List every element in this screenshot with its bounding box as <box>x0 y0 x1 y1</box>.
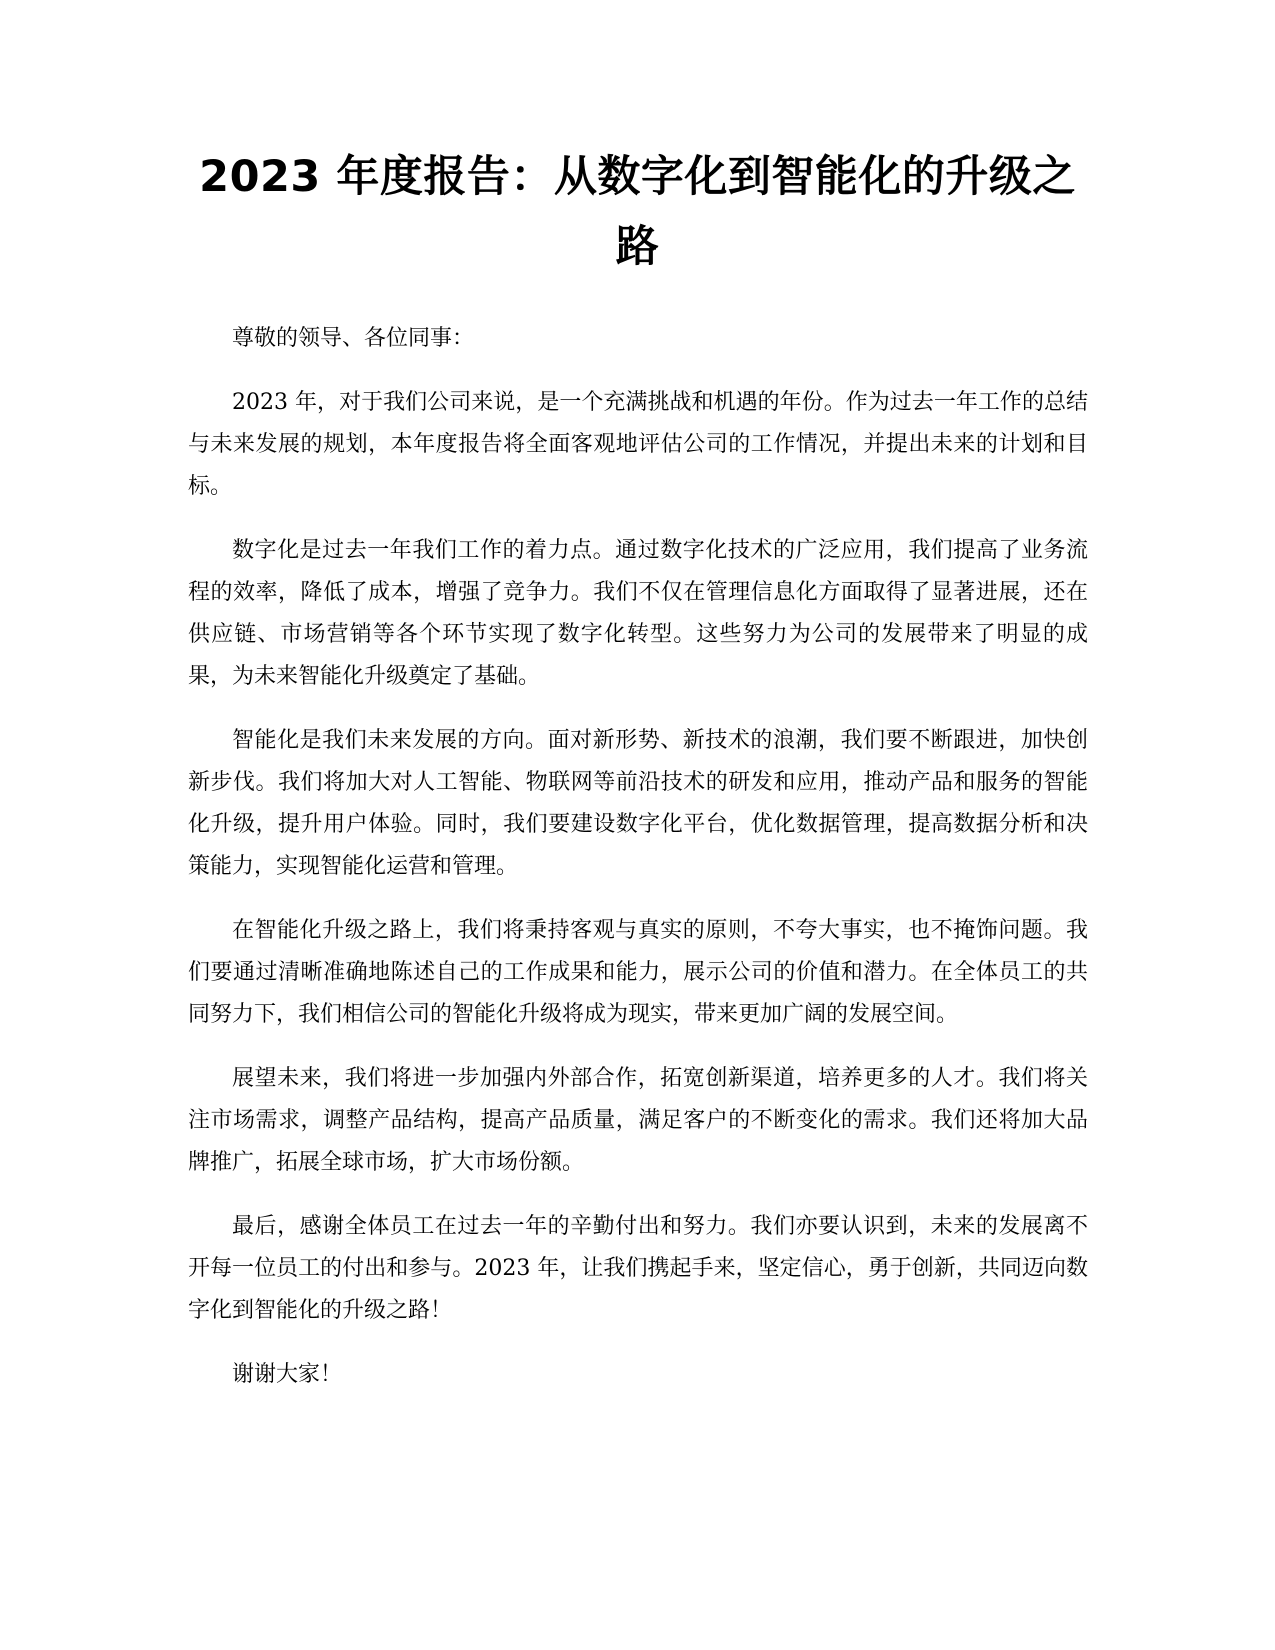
document-body <box>188 318 1088 1418</box>
paragraph-intelligence: 智能化是我们未来发展的方向。面对新形势、新技术的浪潮，我们要不断跟进，加快创新步伐。我们将加大对人工智能、物联网等前沿技术的研发和应用，推动产品和服务的智能化升级，提升用户体验。同时，我们要建设数字化平台，优化数据管理，提高数据分析和决策能力，实现智能化运营和管理。 <box>188 728 1088 879</box>
paragraph-digitalization: 数字化是过去一年我们工作的着力点。通过数字化技术的广泛应用，我们提高了业务流程的效率，降低了成本，增强了竞争力。我们不仅在管理信息化方面取得了显著进展，还在供应链、市场营销等各个环节实现了数字化转型。这些努力为公司的发展带来了明显的成果，为未来智能化升级奠定了基础。 <box>188 538 1088 689</box>
salutation: 尊敬的领导、各位同事： <box>232 326 475 351</box>
paragraph-closing: 最后，感谢全体员工在过去一年的辛勤付出和努力。我们亦要认识到，未来的发展离不开每一位员工的付出和参与。2023 年，让我们携起手来，坚定信心，勇于创新，共同迈向数字化到智能化的升级之路！ <box>188 1214 1088 1323</box>
document-title: 2023 年度报告：从数字化到智能化的升级之路 <box>199 152 1076 272</box>
paragraph-intro: 2023 年，对于我们公司来说，是一个充满挑战和机遇的年份。作为过去一年工作的总结与未来发展的规划，本年度报告将全面客观地评估公司的工作情况，并提出未来的计划和目标。 <box>188 390 1088 499</box>
paragraph-principles: 在智能化升级之路上，我们将秉持客观与真实的原则，不夸大事实，也不掩饰问题。我们要通过清晰准确地陈述自己的工作成果和能力，展示公司的价值和潜力。在全体员工的共同努力下，我们相信公司的智能化升级将成为现实，带来更加广阔的发展空间。 <box>188 918 1088 1027</box>
thanks-line: 谢谢大家！ <box>232 1362 343 1387</box>
paragraph-outlook: 展望未来，我们将进一步加强内外部合作，拓宽创新渠道，培养更多的人才。我们将关注市场需求，调整产品结构，提高产品质量，满足客户的不断变化的需求。我们还将加大品牌推广，拓展全球市场，扩大市场份额。 <box>188 1066 1088 1175</box>
